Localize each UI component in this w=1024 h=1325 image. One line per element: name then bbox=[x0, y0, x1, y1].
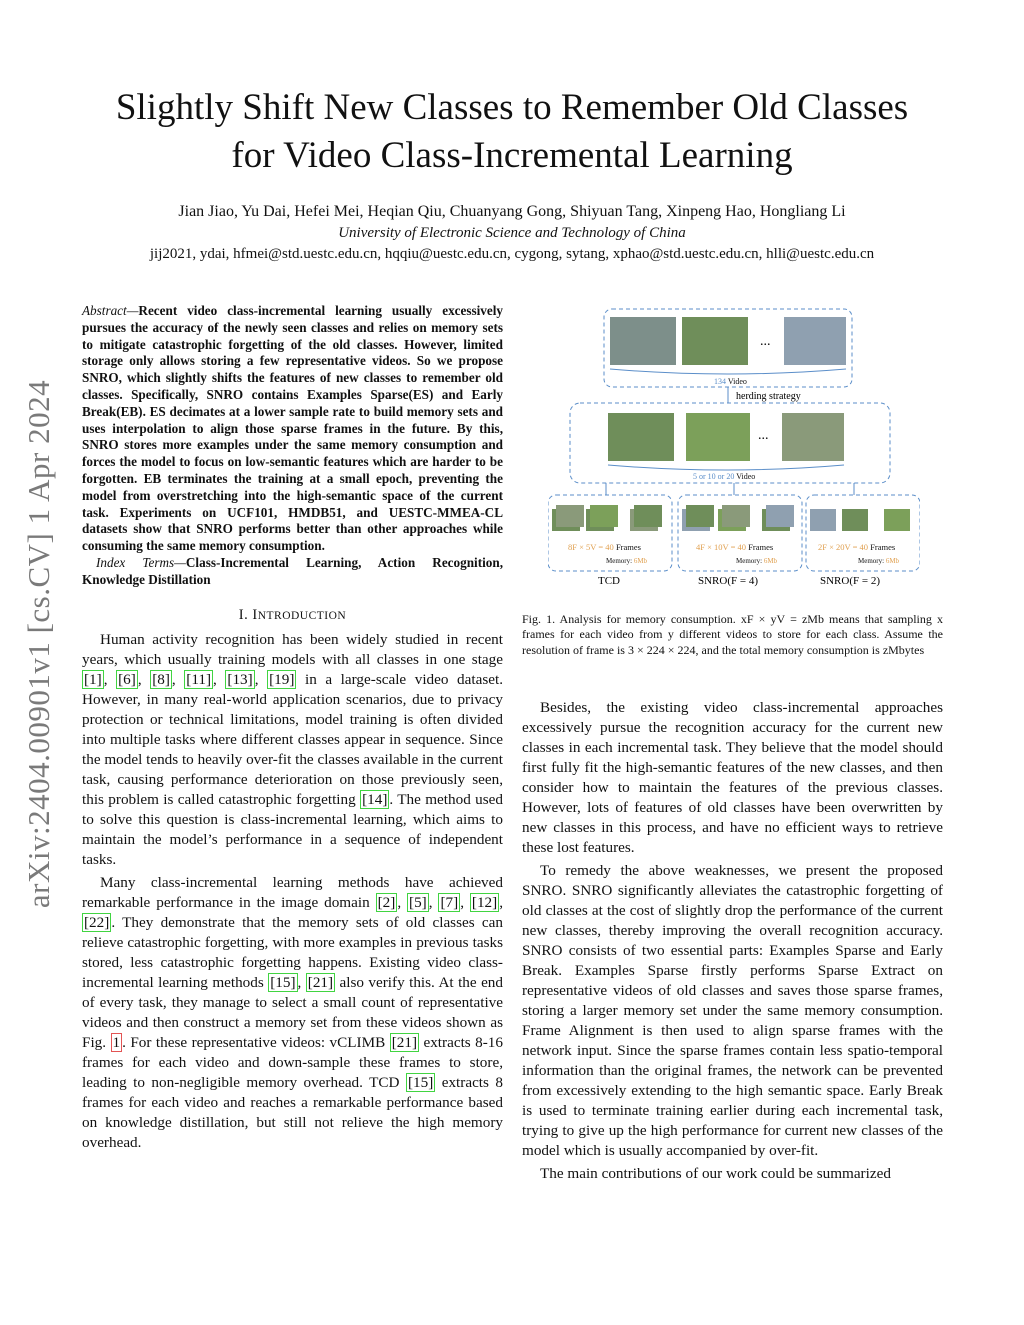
brace-line bbox=[608, 465, 844, 470]
citation-link[interactable]: [7] bbox=[440, 893, 459, 911]
section-title-first: I bbox=[252, 606, 258, 623]
text-span: Human activity recognition has been widely studied in recent years, which usually training models with all classes in one stage bbox=[82, 630, 503, 668]
citation-link[interactable]: [6] bbox=[118, 670, 136, 688]
citation-link[interactable]: [21] bbox=[391, 1033, 418, 1051]
email-list: jij2021, ydai, hfmei@std.uestc.edu.cn, hqqiu@uestc.edu.cn, cygong, sytang, xphao@std.uestc.edu.cn, hlli@uestc.edu.cn bbox=[149, 246, 875, 262]
group-name-tcd: TCD bbox=[598, 575, 620, 587]
author-list: Jian Jiao, Yu Dai, Hefei Mei, Heqian Qiu, Chuanyang Gong, Shiyuan Tang, Xinpeng Hao, Hongliang Li bbox=[178, 203, 846, 220]
group-name-snro-f2: SNRO(F = 2) bbox=[820, 575, 880, 587]
video-thumbnail bbox=[608, 413, 674, 461]
citation-link[interactable]: [11] bbox=[186, 670, 212, 688]
frame-stack-snro-f4 bbox=[682, 505, 794, 531]
citation-link[interactable]: [21] bbox=[307, 973, 334, 991]
figure-memory-consumption bbox=[548, 307, 920, 589]
text-span: Many class-incremental learning methods have achieved remarkable performance in the image domain bbox=[82, 873, 503, 911]
section-title-rest: NTRODUCTION bbox=[257, 609, 347, 622]
citation-link[interactable]: [13] bbox=[227, 670, 253, 688]
citation-link[interactable]: [12] bbox=[471, 893, 498, 911]
text-span: . They demonstrate that the memory sets of old classes can relieve catastrophic forgetting, with more examples in previous tasks stored, less catastrophic forgetting happens. Existing video class-incremental learning methods bbox=[82, 913, 503, 991]
affiliation: University of Electronic Science and Technology of China bbox=[338, 225, 686, 241]
group-memory-snro-f2: Memory: 6Mb bbox=[858, 557, 900, 565]
intro-paragraph-1: Human activity recognition has been widely studied in recent years, which usually training models with all classes in one stage [1] , [6] , [8] , [11] , [13] , [19] in a large-scale video dataset. However, in many real-world application scenarios, due to privacy protection or technical limitations, model training is often divided into multiple tasks where different classes appear in sequence. Since the model tends to heavily over-fit the classes available in the current task, causing performance deterioration on those previously seen, this problem is called catastrophic forgetting [14] . The method used to solve this question is class-incremental learning, which aims to maintain the model’s performance in a sequence of independent tasks. bbox=[82, 630, 504, 868]
text-span: in a large-scale video dataset. However, in many real-world application scenarios, due to privacy protection or technical limitations, model training is often divided into multiple tasks where different classes appear in sequence. Since the model tends to heavily over-fit the classes available in the current task, causing performance deterioration on those previously seen, this problem is called catastrophic forgetting bbox=[82, 670, 504, 808]
video-thumbnail bbox=[682, 317, 748, 365]
right-paragraph-2: To remedy the above weaknesses, we present the proposed SNRO. SNRO significantly alleviates the catastrophic forgetting of old classes at the cost of slightly drop the performance of the current new classes, thereby improving the overall recognition accuracy. SNRO consists of two essential parts: Examples Sparse and Early Break. Examples Sparse firstly performs Sparse Extract on representative videos of old classes and saves those sparse frames, storing a larger memory set under the same memory consumption. Frame Alignment is then used to align sparse frames with the network input. Since the sparse frames contain less spatio-temporal information than the original frames, the network can be prevented from excessively extending to the high semantic space. Early Break is used to terminate training earlier during each incremental task, trying to give up the high performance for current new classes of the model which is usually accompanied by over-fit. bbox=[522, 862, 943, 1159]
left-column bbox=[82, 303, 503, 1156]
right-column bbox=[522, 698, 943, 1187]
intro-paragraph-2: Many class-incremental learning methods have achieved remarkable performance in the image domain [2] , [5] , [7] , [12] , [22] . They demonstrate that the memory sets of old classes can relieve catastrophic forgetting, with more examples in previous tasks stored, less catastrophic forgetting happens. Existing video class-incremental learning methods [15] , [21] also verify this. At the end of every task, they manage to select a small count of representative videos and then construct a memory set from these videos shown as Fig. 1 . For these representative videos: vCLIMB [21] extracts 8-16 frames for each video and down-sample these frames to store, leading to non-negligible memory overhead. TCD [15] extracts 8 frames for each video and reaches a remarkable performance based on knowledge distillation, but still not relieve the high memory overhead. bbox=[82, 873, 504, 1151]
index-terms bbox=[82, 555, 503, 589]
index-terms-lead: Index Terms— bbox=[96, 554, 186, 570]
right-paragraph-1: Besides, the existing video class-incremental approaches excessively pursue the recognition accuracy for the current new classes in each incremental task. They believe that the model should first fully fit the high-semantic features of the new classes, and then consider how to maintain the features of the previous classes. However, lots of features of old classes have been overwritten by new classes in this process, and have no efficient ways to retrieve these lost features. bbox=[522, 699, 943, 856]
citation-link[interactable]: [2] bbox=[377, 893, 396, 911]
text-span: . For these representative videos: vCLIMB bbox=[122, 1033, 390, 1051]
herding-strategy-label: herding strategy bbox=[736, 391, 801, 402]
frame-stack-tcd bbox=[552, 505, 662, 531]
abstract-lead: Abstract— bbox=[82, 303, 139, 318]
figure-caption: Fig. 1. Analysis for memory consumption. xF × yV = zMb means that sampling x frames for each video from y different videos to store for each class. Assume the resolution of frame is 3 × 224 × 224, and the total memory consumption is zMbytes bbox=[522, 612, 943, 657]
citation-link[interactable]: [5] bbox=[409, 893, 427, 911]
citation-link[interactable]: [15] bbox=[270, 973, 296, 991]
text-span: extracts 8-16 frames for each video and down-sample these frames to store, leading to non-negligible memory overhead. TCD bbox=[82, 1033, 503, 1091]
video-thumbnail bbox=[782, 413, 844, 461]
top-count-label: 134 Video bbox=[714, 377, 747, 386]
text-span: extracts 8 frames for each video and reaches a remarkable performance based on knowledge distillation, but still not relieve the high memory overhead. bbox=[82, 1073, 503, 1151]
abstract bbox=[82, 303, 503, 555]
citation-link[interactable]: [14] bbox=[362, 790, 388, 808]
brace-line bbox=[610, 369, 846, 374]
section-heading-introduction bbox=[82, 607, 503, 624]
citation-link[interactable]: [22] bbox=[84, 913, 110, 931]
group-memory-snro-f4: Memory: 6Mb bbox=[736, 557, 778, 565]
group-formula-snro-f4: 4F × 10V = 40 Frames bbox=[696, 542, 774, 552]
text-span: . The method used to solve this question is class-incremental learning, which aims to maintain the model’s performance in a sequence of independent tasks. bbox=[82, 790, 503, 868]
index-terms-text: Class-Incremental Learning, Action Recognition, Knowledge Distillation bbox=[82, 554, 503, 587]
paper-title: Slightly Shift New Classes to Remember Old Classes for Video Class-Incremental Learning bbox=[115, 87, 909, 176]
video-thumbnail bbox=[610, 317, 676, 365]
citation-link[interactable]: [1] bbox=[84, 670, 102, 688]
ellipsis: ... bbox=[758, 428, 769, 443]
group-formula-tcd: 8F × 5V = 40 Frames bbox=[568, 542, 641, 552]
citation-link[interactable]: [8] bbox=[152, 670, 170, 688]
figure-link[interactable]: 1 bbox=[112, 1033, 121, 1051]
group-name-snro-f4: SNRO(F = 4) bbox=[698, 575, 758, 587]
arxiv-identifier: arXiv:2404.00901v1 [cs.CV] 1 Apr 2024 bbox=[21, 379, 56, 909]
citation-link[interactable]: [15] bbox=[407, 1073, 434, 1091]
group-formula-snro-f2: 2F × 20V = 40 Frames bbox=[818, 542, 896, 552]
middle-count-label: 5 or 10 or 20 Video bbox=[693, 472, 756, 481]
video-thumbnail bbox=[686, 413, 750, 461]
group-memory-tcd: Memory: 6Mb bbox=[606, 557, 648, 565]
abstract-text: Recent video class-incremental learning usually excessively pursues the accuracy of the newly seen classes and relies on memory sets to mitigate catastrophic forgetting of the old classes. However, limited storage only allows storing a few representative videos. So we propose SNRO, which slightly shifts the features of new classes to remember old classes. Specifically, SNRO contains Examples Sparse(ES) and Early Break(EB). ES decimates at a lower sample rate to build memory sets and uses interpolation to align those sparse frames in the future. By this, SNRO stores more examples under the same memory consumption and forces the model to focus on low-semantic features which are harder to be forgotten. EB terminates the training at a small epoch, preventing the model from overstretching into the high-semantic space of the current task. Experiments on UCF101, HMDB51, and UESTC-MMEA-CL datasets show that SNRO performs better than other approaches while consuming the same memory consumption. bbox=[82, 303, 503, 554]
frame-stack-snro-f2 bbox=[810, 509, 910, 531]
section-number: I. bbox=[238, 606, 249, 623]
video-thumbnail bbox=[784, 317, 846, 365]
right-paragraph-3: The main contributions of our work could be summarized bbox=[540, 1165, 891, 1182]
ellipsis: ... bbox=[760, 334, 771, 349]
citation-link[interactable]: [19] bbox=[269, 670, 295, 688]
text-span: also verify this. At the end of every task, they manage to select a small count of representative videos and then construct a memory set from these videos shown as Fig. bbox=[82, 973, 503, 1051]
